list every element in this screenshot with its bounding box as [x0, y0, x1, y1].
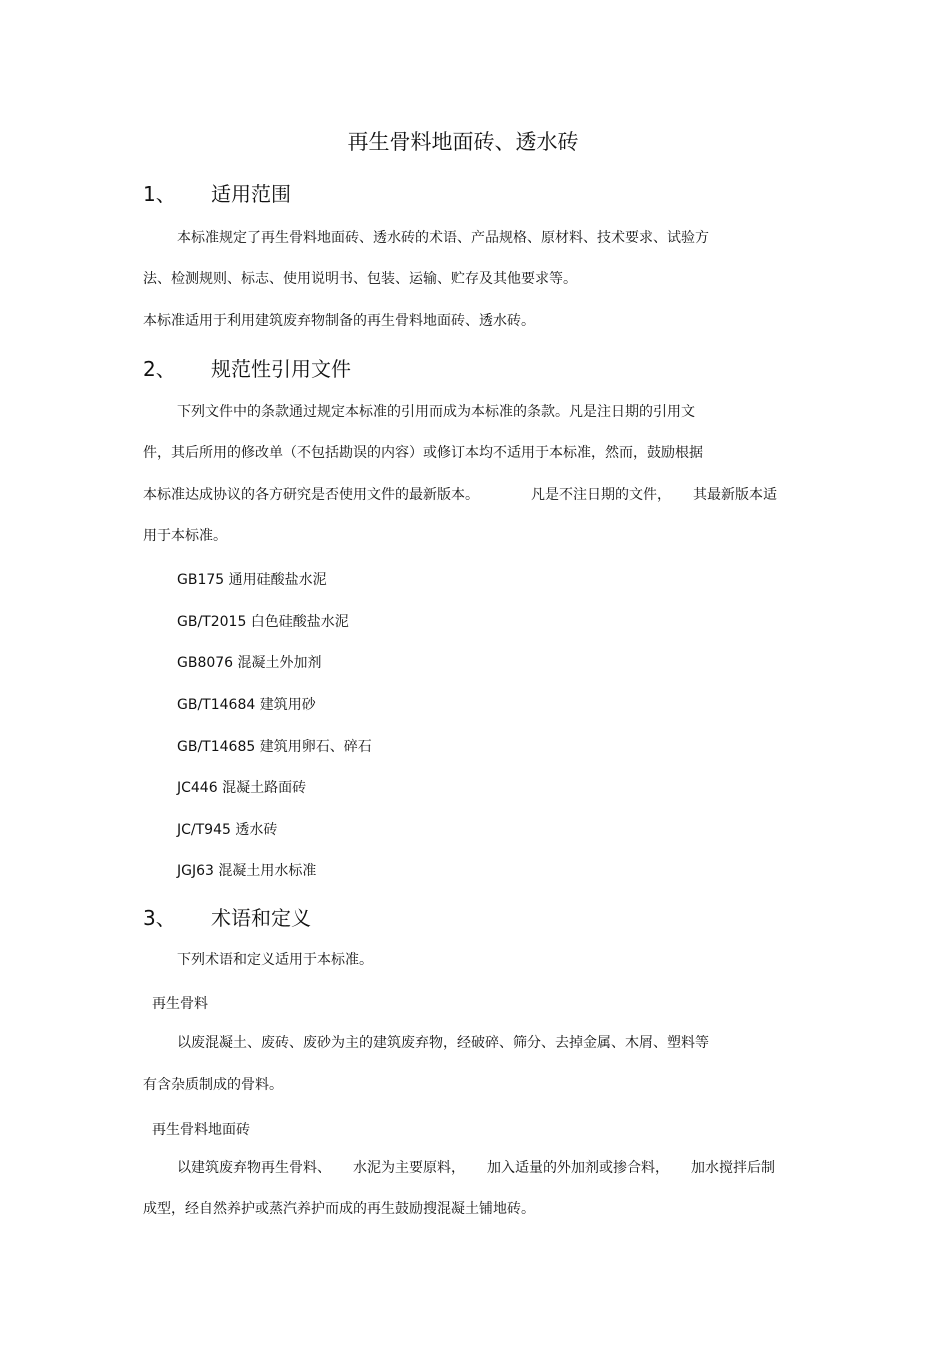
paragraph-line [177, 1158, 775, 1178]
text-segment: 其最新版本适 [693, 487, 777, 503]
reference-item: GB8076 混凝土外加剂 [177, 655, 322, 671]
reference-item: GB/T2015 白色硅酸盐水泥 [177, 614, 349, 630]
text-segment: 加入适量的外加剂或掺合料， [487, 1160, 669, 1176]
paragraph-line: 下列术语和定义适用于本标准。 [177, 952, 373, 968]
paragraph-line: 成型，经自然养护或蒸汽养护而成的再生鼓励搜混凝土铺地砖。 [143, 1201, 535, 1217]
section-title: 规范性引用文件 [211, 357, 351, 381]
section-title: 适用范围 [211, 182, 291, 206]
text-segment: 以建筑废弃物再生骨料、 [177, 1160, 331, 1176]
text-segment: 凡是不注日期的文件， [531, 487, 671, 503]
term-title: 再生骨料地面砖 [152, 1122, 250, 1138]
section-heading-scope [143, 181, 291, 207]
term-title: 再生骨料 [152, 996, 208, 1012]
paragraph-line: 用于本标准。 [143, 528, 227, 544]
text-segment: 本标准达成协议的各方研究是否使用文件的最新版本。 [143, 487, 479, 503]
reference-item: JC/T945 透水砖 [177, 822, 278, 838]
section-number: 1、 [143, 182, 176, 206]
paragraph-line: 法、检测规则、标志、使用说明书、包装、运输、贮存及其他要求等。 [143, 271, 577, 287]
section-heading-normative-references [143, 356, 351, 382]
document-title: 再生骨料地面砖、透水砖 [347, 130, 579, 154]
section-heading-terms-definitions [143, 905, 311, 931]
reference-item: GB/T14685 建筑用卵石、碎石 [177, 739, 372, 755]
section-title: 术语和定义 [211, 906, 311, 930]
reference-item: JC446 混凝土路面砖 [177, 780, 307, 796]
paragraph-line: 件，其后所用的修改单（不包括勘误的内容）或修订本均不适用于本标准，然而，鼓励根据 [143, 445, 703, 461]
paragraph-line: 以废混凝土、废砖、废砂为主的建筑废弃物，经破碎、筛分、去掉金属、木屑、塑料等 [177, 1035, 709, 1051]
paragraph-line: 本标准规定了再生骨料地面砖、透水砖的术语、产品规格、原材料、技术要求、试验方 [177, 230, 709, 246]
reference-item: GB/T14684 建筑用砂 [177, 697, 316, 713]
paragraph-line: 有含杂质制成的骨料。 [143, 1077, 283, 1093]
paragraph-line: 本标准适用于利用建筑废弃物制备的再生骨料地面砖、透水砖。 [143, 313, 535, 329]
reference-item: GB175 通用硅酸盐水泥 [177, 572, 327, 588]
text-segment: 水泥为主要原料， [353, 1160, 465, 1176]
paragraph-line: 下列文件中的条款通过规定本标准的引用而成为本标准的条款。凡是注日期的引用文 [177, 404, 695, 420]
section-number: 2、 [143, 357, 176, 381]
reference-item: JGJ63 混凝土用水标准 [177, 863, 317, 879]
text-segment: 加水搅拌后制 [691, 1160, 775, 1176]
section-number: 3、 [143, 906, 176, 930]
paragraph-line [143, 485, 777, 505]
